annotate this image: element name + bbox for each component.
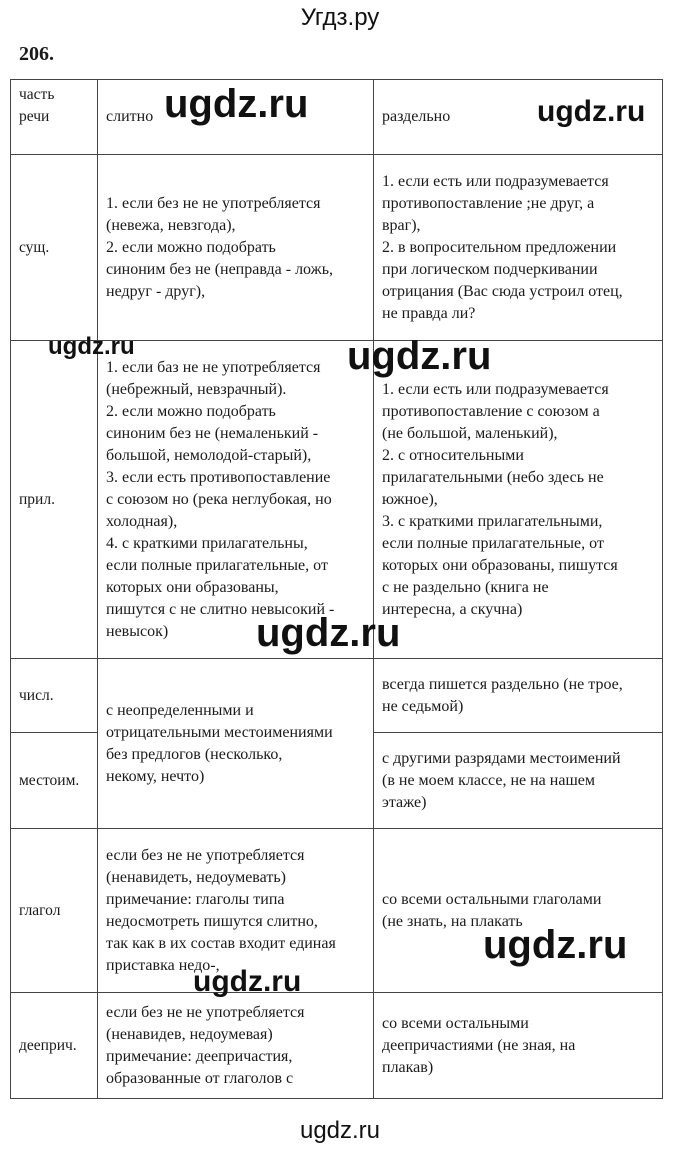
watermark: ugdz.ru xyxy=(483,923,628,967)
row-separate-rule: 1. если есть или подразумевается противопоставление ;не друг, а враг), 2. в вопросительном предложении при логическом подчеркивании отрицания (Вас сюда устроил отец, не правда ли? xyxy=(374,155,663,341)
table-row xyxy=(11,341,663,659)
header-together: слитно xyxy=(98,80,374,155)
row-part-of-speech: числ. xyxy=(11,659,98,733)
row-part-of-speech: глагол xyxy=(11,829,98,993)
header-separate: раздельно xyxy=(374,80,663,155)
row-together-rule: с неопределенными и отрицательными местоимениями без предлогов (несколько, некому, нечто) xyxy=(98,659,374,829)
watermark: ugdz.ru xyxy=(193,965,302,998)
header-part-of-speech: часть речи xyxy=(11,80,98,155)
row-separate-rule: 1. если есть или подразумевается противопоставление с союзом а (не большой, маленький), 2. с относительными прилагательными (небо здесь не южное), 3. с краткими прилагательными, если полные прилагательные, от которых они образованы, пишутся с не раздельно (книга не интересна, а скучна) xyxy=(374,341,663,659)
table-row xyxy=(11,993,663,1099)
table-row xyxy=(11,829,663,993)
row-separate-rule: всегда пишется раздельно (не трое, не седьмой) xyxy=(374,659,663,733)
task-number: 206. xyxy=(19,43,54,65)
row-together-rule: 1. если баз не не употребляется (небрежный, невзрачный). 2. если можно подобрать синоним без не (немаленький - большой, немолодой-старый), 3. если есть противопоставление с союзом но (река неглубокая, но холодная), 4. с краткими прилагательны, если полные прилагательные, от которых они образованы, пишутся с не слитно невысокий - невысок) xyxy=(98,341,374,659)
row-together-rule: если без не не употребляется (ненавидеть, недоумевать) примечание: глаголы типа недосмотреть пишутся слитно, так как в их состав входит единая приставка недо-, xyxy=(98,829,374,993)
site-header: Угдз.ру xyxy=(300,4,380,31)
watermark: ugdz.ru xyxy=(48,333,135,360)
row-together-rule: если без не не употребляется (ненавидев, недоумевая) примечание: деепричастия, образованные от глаголов с xyxy=(98,993,374,1099)
row-part-of-speech: местоим. xyxy=(11,733,98,829)
table-header-row xyxy=(11,80,663,155)
row-part-of-speech: прил. xyxy=(11,341,98,659)
table-row xyxy=(11,659,663,733)
watermark: ugdz.ru xyxy=(256,611,401,655)
row-part-of-speech: сущ. xyxy=(11,155,98,341)
site-footer: ugdz.ru xyxy=(299,1117,381,1144)
rules-table xyxy=(10,79,663,1099)
row-together-rule: 1. если без не не употребляется (невежа, невзгода), 2. если можно подобрать синоним без не (неправда - ложь, недруг - друг), xyxy=(98,155,374,341)
watermark: ugdz.ru xyxy=(347,334,492,378)
watermark: ugdz.ru xyxy=(537,95,646,128)
row-separate-rule: со всеми остальными глаголами (не знать, на плакать xyxy=(374,829,663,993)
row-separate-rule: с другими разрядами местоимений (в не моем классе, не на нашем этаже) xyxy=(374,733,663,829)
row-separate-rule: со всеми остальными деепричастиями (не зная, на плакав) xyxy=(374,993,663,1099)
row-part-of-speech: дееприч. xyxy=(11,993,98,1099)
watermark: ugdz.ru xyxy=(164,82,309,126)
table-row xyxy=(11,155,663,341)
